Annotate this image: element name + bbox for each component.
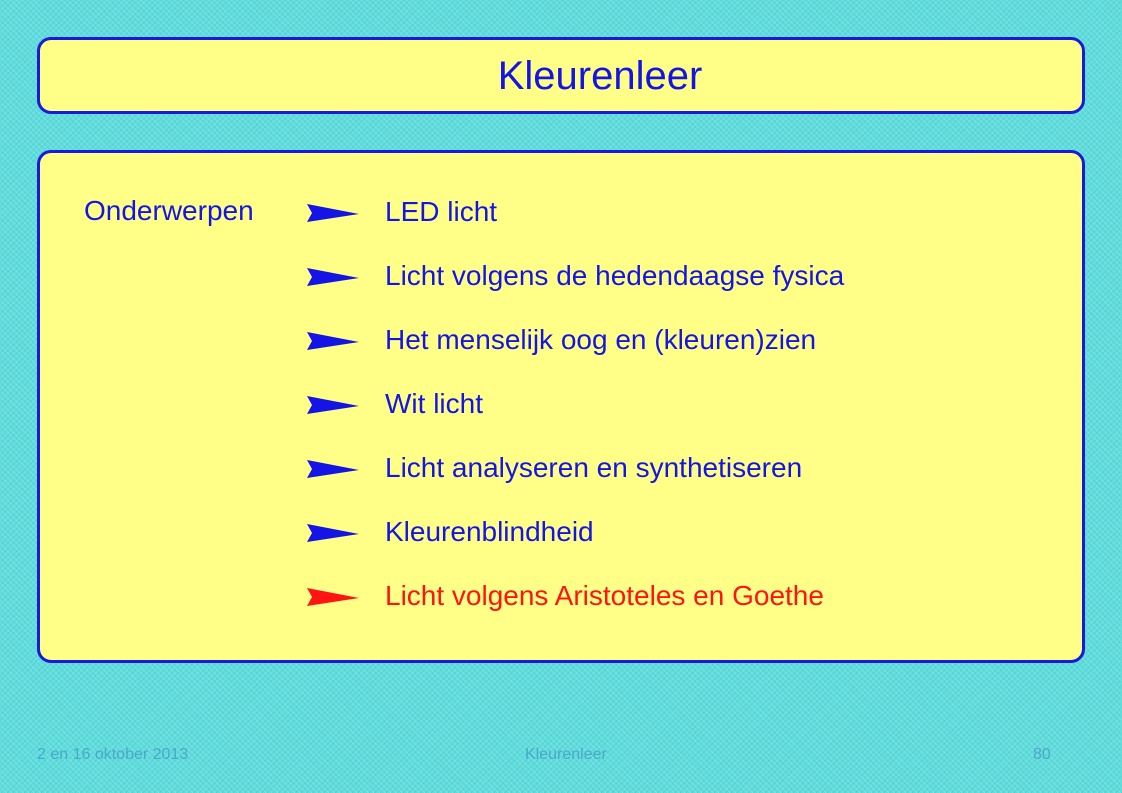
content-panel (37, 150, 1085, 663)
onderwerpen-label: Onderwerpen (84, 195, 254, 226)
topic-list (305, 195, 844, 643)
footer-page-number: 80 (1033, 746, 1051, 763)
footer-title: Kleurenleer (525, 746, 607, 763)
topic-item (305, 195, 844, 259)
topic-label: Licht volgens Aristoteles en Goethe (385, 580, 824, 611)
topic-item (305, 259, 844, 323)
topic-item (305, 451, 844, 515)
topic-label: Licht analyseren en synthetiseren (385, 452, 803, 483)
topic-item (305, 323, 844, 387)
arrow-pointer-icon (305, 523, 361, 543)
arrow-pointer-icon (305, 331, 361, 351)
topic-item (305, 387, 844, 451)
topic-item (305, 515, 844, 579)
topic-label: Kleurenblindheid (385, 516, 594, 547)
slide-title: Kleurenleer (497, 54, 703, 98)
arrow-pointer-icon (305, 587, 361, 607)
arrow-pointer-icon (305, 395, 361, 415)
topic-label: Wit licht (385, 388, 483, 419)
footer-date: 2 en 16 oktober 2013 (37, 746, 189, 763)
arrow-pointer-icon (305, 267, 361, 287)
arrow-pointer-icon (305, 203, 361, 223)
topic-label: Het menselijk oog en (kleuren)zien (385, 324, 817, 355)
topic-label: Licht volgens de hedendaagse fysica (385, 260, 845, 291)
topic-item-active (305, 579, 844, 643)
arrow-pointer-icon (305, 459, 361, 479)
title-panel (37, 37, 1085, 114)
topic-label: LED licht (385, 196, 498, 227)
